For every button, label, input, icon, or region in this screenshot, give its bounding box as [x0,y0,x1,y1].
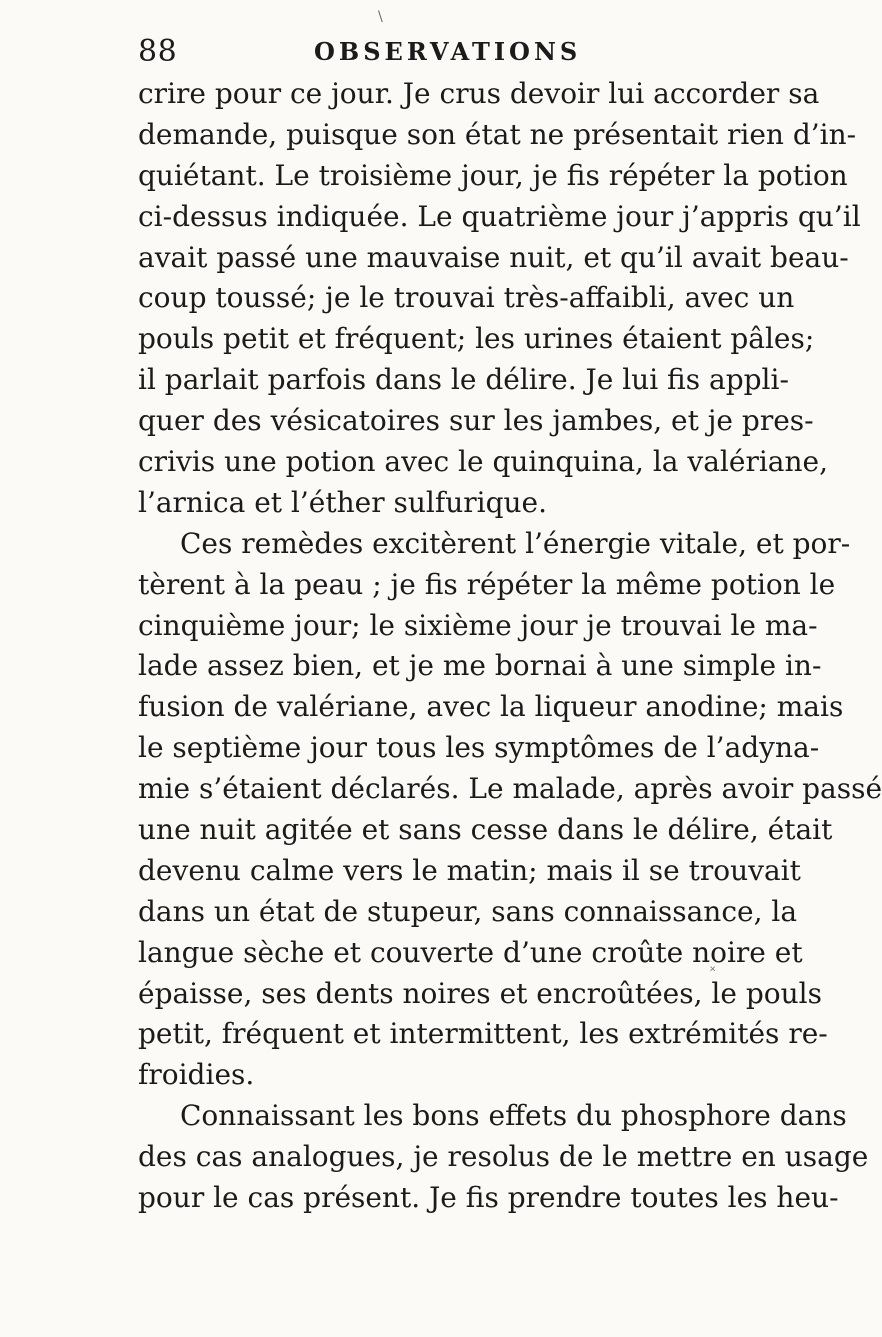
body-line: cinquième jour; le sixième jour je trouvai le ma- [138,608,818,642]
body-line: lade assez bien, et je me bornai à une simple in- [138,649,822,683]
body-line: avait passé une mauvaise nuit, et qu’il avait beau- [138,240,849,274]
running-title: OBSERVATIONS [314,37,582,66]
body-line: une nuit agitée et sans cesse dans le délire, était [138,813,833,847]
body-line: demande, puisque son état ne présentait rien d’in- [138,117,857,151]
body-line: pouls petit et fréquent; les urines étaient pâles; [138,322,815,356]
body-line: dans un état de stupeur, sans connaissance, la [138,894,798,928]
body-line: Connaissant les bons effets du phosphore dans [180,1099,847,1133]
body-text [138,74,882,1219]
page-number: 88 [138,34,178,69]
page-header [138,32,698,72]
margin-scan-mark: ˟ [710,964,716,980]
body-line: langue sèche et couverte d’une croûte noire et [138,935,803,969]
body-line: quer des vésicatoires sur les jambes, et je pres- [138,404,814,438]
body-line: tèrent à la peau ; je fis répéter la même potion le [138,567,836,601]
body-line: quiétant. Le troisième jour, je fis répéter la potion [138,158,848,192]
body-line: le septième jour tous les symptômes de l’adyna- [138,731,820,765]
body-line: devenu calme vers le matin; mais il se trouvait [138,853,801,887]
body-line: pour le cas présent. Je fis prendre toutes les heu- [138,1181,839,1215]
body-line: froidies. [138,1058,255,1092]
body-line: épaisse, ses dents noires et encroûtées, le pouls [138,976,822,1010]
body-line: coup toussé; je le trouvai très-affaibli, avec un [138,281,795,315]
body-line: Ces remèdes excitèrent l’énergie vitale, et por- [180,526,851,560]
body-line: mie s’étaient déclarés. Le malade, après avoir passé [138,772,882,806]
body-line: des cas analogues, je resolus de le mettre en usage [138,1140,869,1174]
body-line: crivis une potion avec le quinquina, la valériane, [138,445,828,479]
body-line: fusion de valériane, avec la liqueur anodine; mais [138,690,844,724]
body-line: crire pour ce jour. Je crus devoir lui accorder sa [138,77,820,110]
body-line: ci-dessus indiquée. Le quatrième jour j’appris qu’il [138,199,861,233]
top-scan-mark: \ [378,9,383,25]
body-line: petit, fréquent et intermittent, les extrémités re- [138,1017,828,1051]
body-line: il parlait parfois dans le délire. Je lui fis appli- [138,363,789,397]
body-line: l’arnica et l’éther sulfurique. [138,485,548,519]
